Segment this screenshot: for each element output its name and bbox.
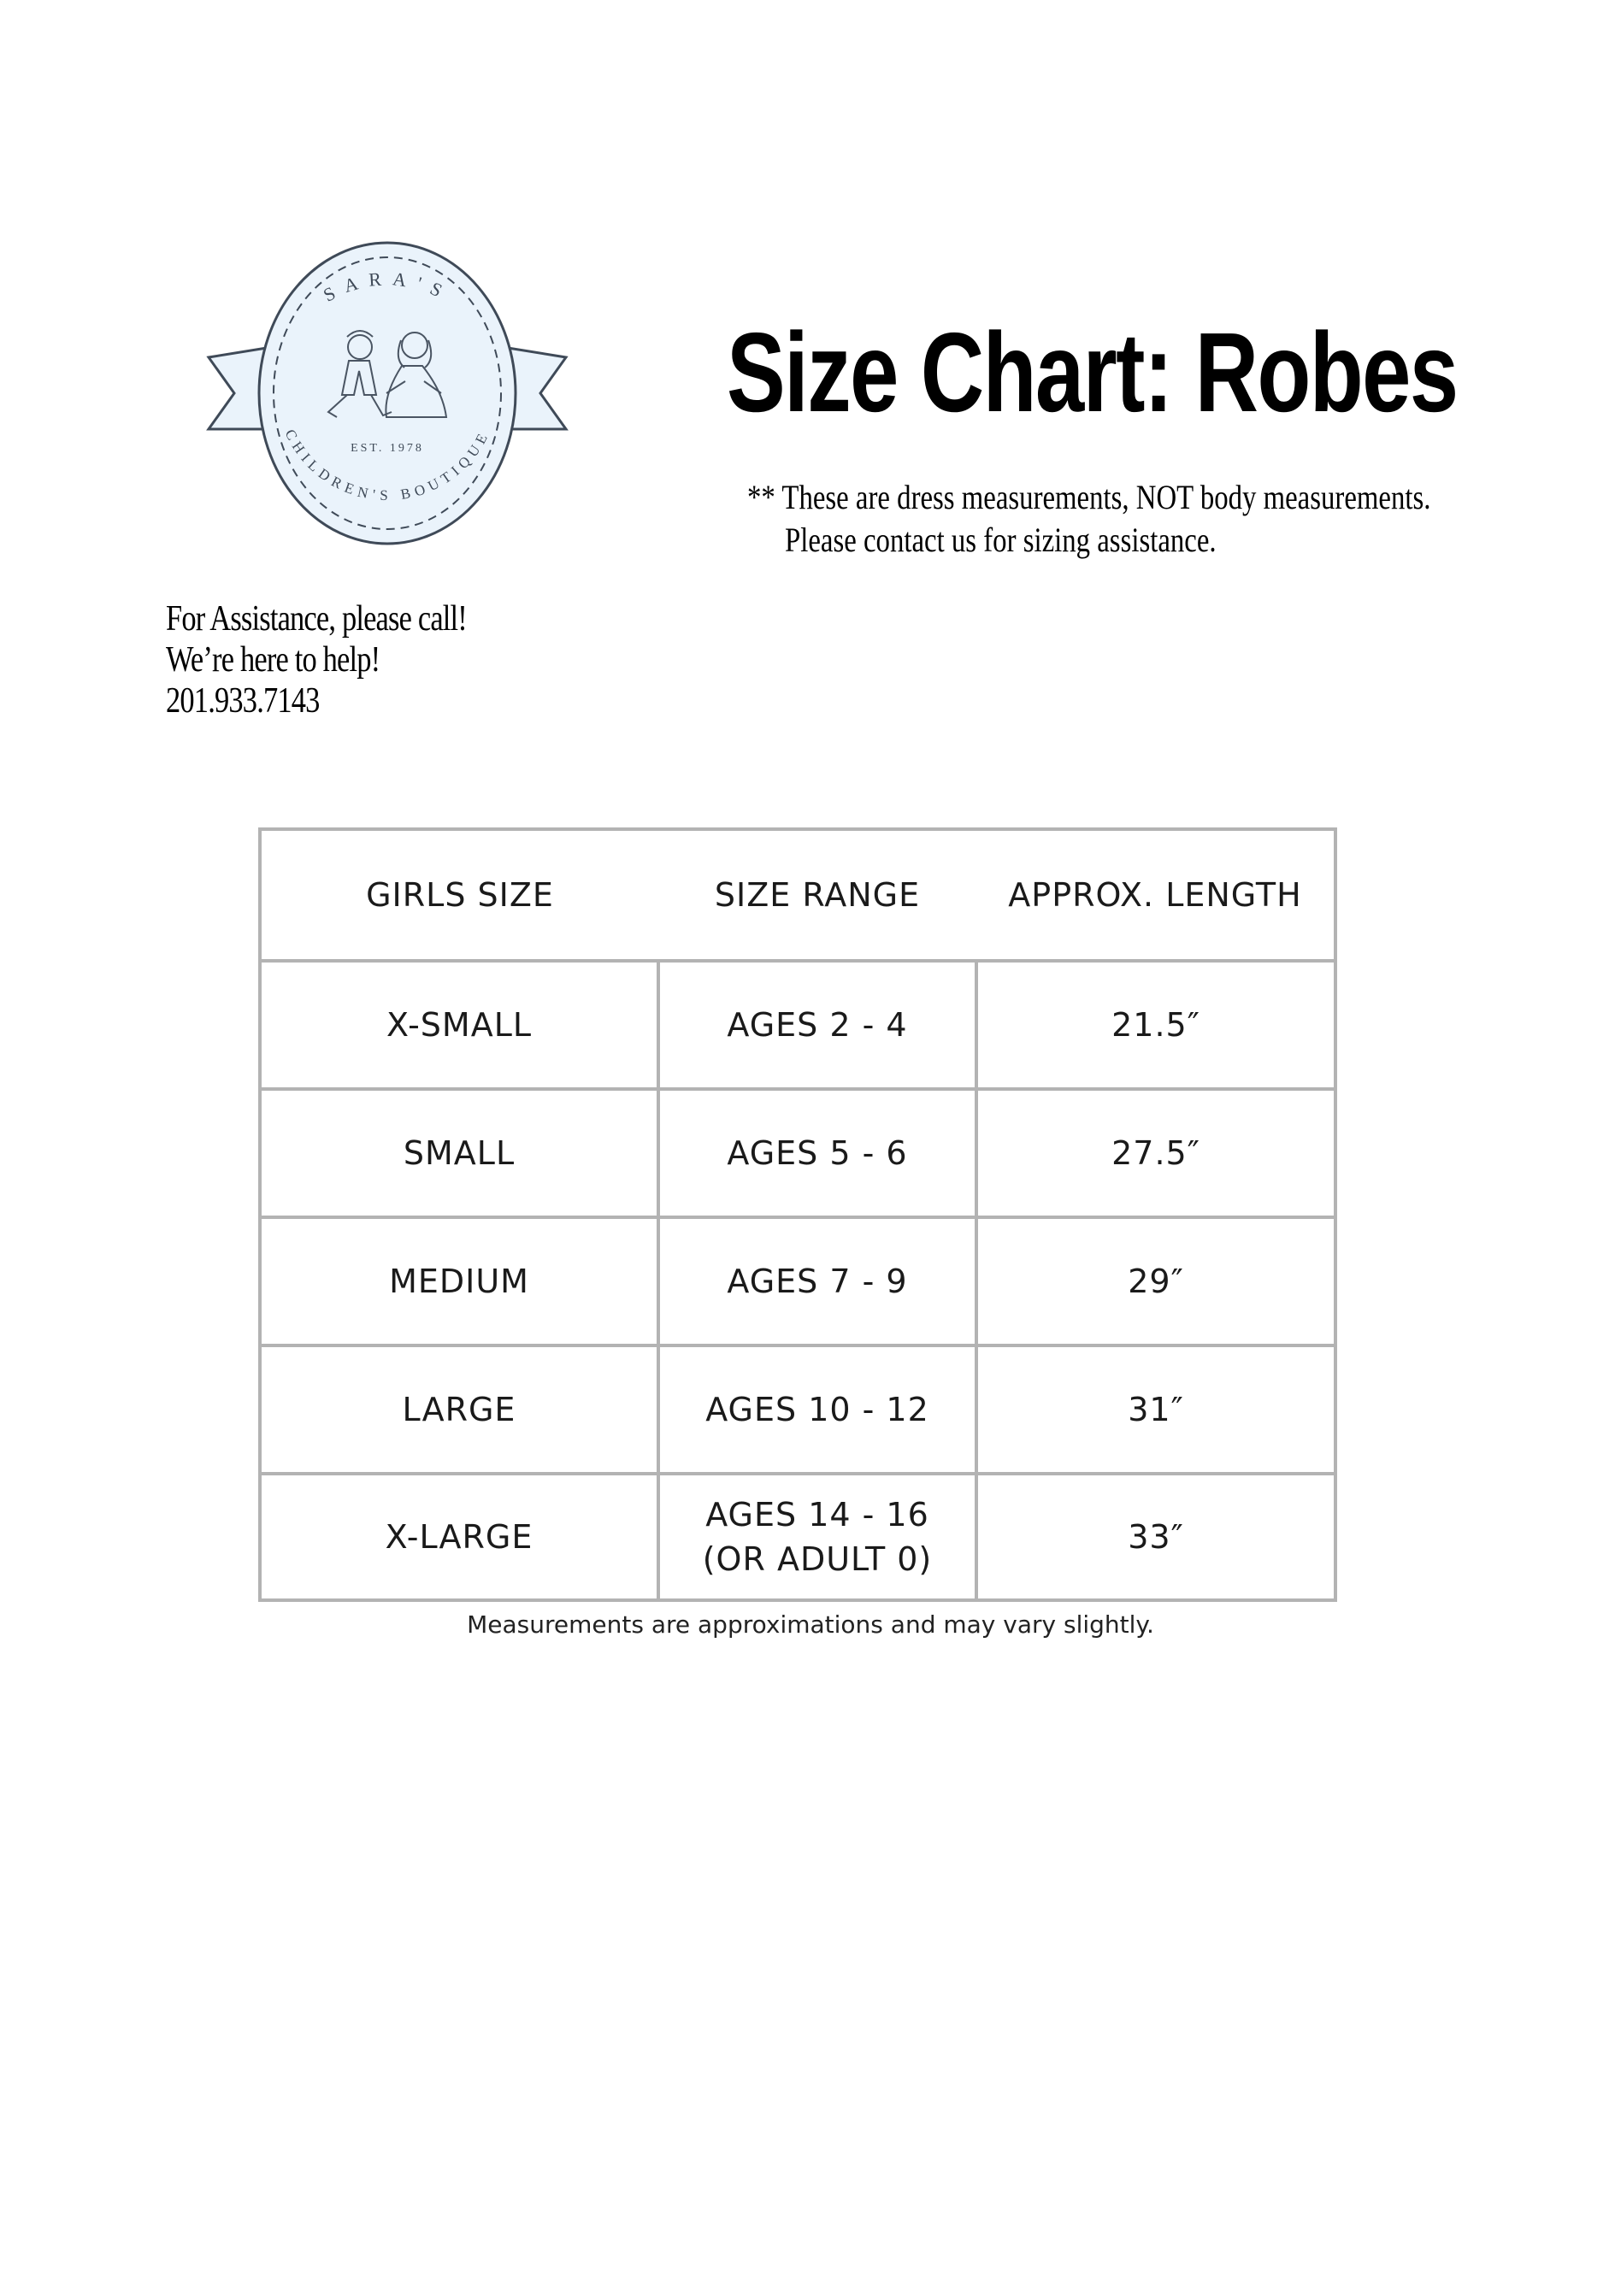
phone-number: 201.933.7143: [166, 681, 320, 721]
length-cell: 27.5″: [976, 1089, 1335, 1217]
range-cell: [658, 1474, 976, 1600]
table-row: [260, 961, 1335, 1089]
range-cell: AGES 5 - 6: [658, 1089, 976, 1217]
table-row: [260, 1345, 1335, 1474]
table-row: [260, 1089, 1335, 1217]
size-cell: LARGE: [260, 1345, 658, 1474]
table-row: [260, 1217, 1335, 1345]
logo-est-text: EST. 1978: [351, 442, 424, 455]
assistance-block: [166, 598, 467, 721]
measurement-note: ** These are dress measurements, NOT body measurements.: [747, 478, 1431, 516]
logo-bottom-text: CHILDREN'S BOUTIQUE: [281, 427, 493, 504]
size-cell: SMALL: [260, 1089, 658, 1217]
size-chart-table: [258, 827, 1337, 1602]
header-approx-length: APPROX. LENGTH: [976, 829, 1335, 961]
header-size-range: SIZE RANGE: [658, 829, 976, 961]
range-cell: AGES 10 - 12: [658, 1345, 976, 1474]
size-cell: X-SMALL: [260, 961, 658, 1089]
logo-top-text: SARA'S: [319, 268, 456, 306]
range-cell: AGES 2 - 4: [658, 961, 976, 1089]
length-cell: 21.5″: [976, 961, 1335, 1089]
range-line: AGES 14 - 16: [705, 1496, 929, 1534]
page-title: Size Chart: Robes: [727, 309, 1458, 435]
size-cell: X-LARGE: [260, 1474, 658, 1600]
table-header-row: [260, 829, 1335, 961]
assistance-line: For Assistance, please call!: [166, 599, 467, 639]
measurement-footnote: Measurements are approximations and may vary slightly.: [467, 1610, 1154, 1639]
length-cell: 29″: [976, 1217, 1335, 1345]
boutique-logo: [203, 231, 571, 547]
help-line: We’re here to help!: [166, 640, 380, 680]
length-cell: 33″: [976, 1474, 1335, 1600]
size-cell: MEDIUM: [260, 1217, 658, 1345]
range-line-2: (OR ADULT 0): [702, 1540, 933, 1578]
length-cell: 31″: [976, 1345, 1335, 1474]
header-girls-size: GIRLS SIZE: [260, 829, 658, 961]
table-row: [260, 1474, 1335, 1600]
sizing-assistance-note: Please contact us for sizing assistance.: [785, 521, 1217, 559]
range-cell: AGES 7 - 9: [658, 1217, 976, 1345]
